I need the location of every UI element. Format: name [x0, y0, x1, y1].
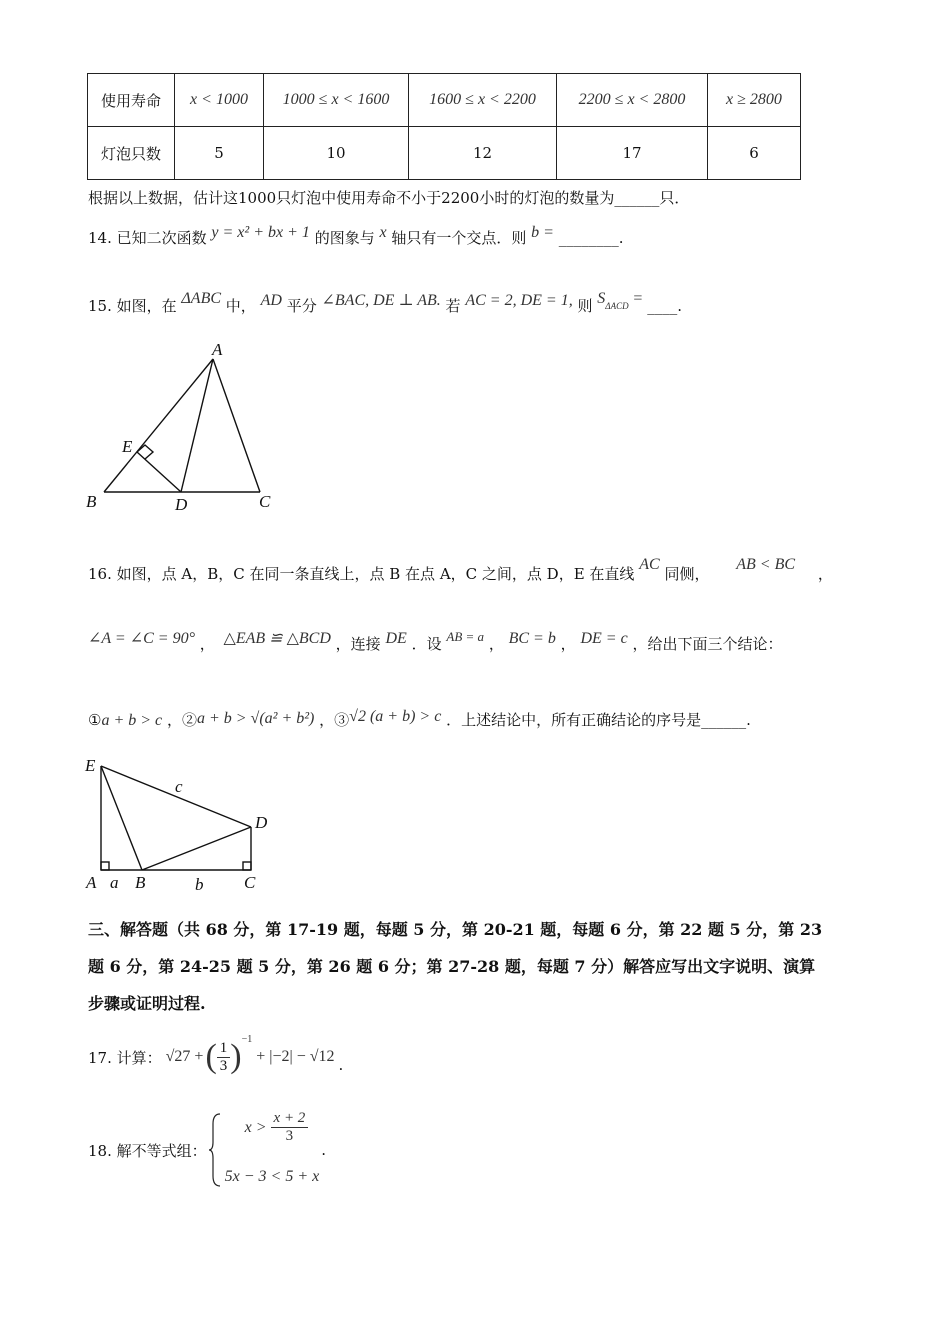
q18-label: 18. 解不等式组： [88, 1141, 207, 1160]
label-e: E [85, 756, 96, 775]
q14-b-eq: b = [531, 224, 554, 241]
label-seg-c: c [175, 777, 183, 796]
q18-numerator: x + 2 [271, 1110, 309, 1128]
segment-ac [213, 359, 260, 492]
label-c: C [259, 492, 271, 511]
segment-de [137, 452, 181, 492]
q18-fraction [271, 1110, 309, 1145]
q14-suffix: 轴只有一个交点．则 [391, 229, 527, 247]
q14-answer-blank[interactable]: ________. [558, 229, 624, 247]
question-14 [88, 224, 624, 248]
q14-formula: y = x² + bx + 1 [211, 224, 310, 241]
lifespan-table [87, 73, 801, 180]
right-angle-mark-c [243, 862, 251, 870]
segment-bd [142, 827, 251, 870]
q16-ab-a: AB = a [446, 629, 485, 644]
q13-conclusion: 根据以上数据，估计这1000只灯泡中使用寿命不小于2200小时的灯泡的数量为______只． [88, 189, 690, 207]
label-b: B [86, 492, 97, 511]
table-cell: 17 [557, 127, 708, 180]
q16-comma: ， [817, 565, 833, 583]
q16-c3-mark: ，③ [319, 711, 350, 729]
q15-t3: 若 [445, 297, 461, 315]
q14-prefix: 14. 已知二次函数 [88, 229, 207, 247]
q15-triangle: ΔABC [181, 290, 222, 307]
label-e: E [122, 437, 133, 456]
q15-answer-blank[interactable]: ____. [647, 297, 682, 315]
label-c: C [244, 873, 256, 892]
q15-values: AC = 2, DE = 1, [465, 292, 573, 309]
q16-c1-mark: ① [88, 711, 102, 729]
table-cell: 5 [175, 127, 264, 180]
question-18 [88, 1110, 326, 1190]
label-seg-a: a [110, 873, 119, 892]
label-a: A [212, 340, 223, 359]
q14-mid: 的图象与 [314, 229, 375, 247]
label-d: D [255, 813, 268, 832]
q16-comma2: ， [199, 635, 215, 653]
q16-conclusion-2: a + b > √(a² + b²) [196, 710, 315, 727]
q16-tail: ，给出下面三个结论： [632, 635, 783, 653]
q18-ineq1-lhs: x > [244, 1118, 267, 1136]
q16-comma3: ， [488, 635, 504, 653]
q16-angle: ∠A = ∠C = 90° [88, 630, 195, 647]
q16-conclusion-1: a + b > c [101, 712, 163, 729]
table-cell: 10 [264, 127, 409, 180]
section-3-line3: 步骤或证明过程. [88, 994, 206, 1013]
label-a: A [86, 873, 97, 892]
q16-connect: ，连接 [335, 635, 381, 653]
segment-ed [101, 766, 251, 827]
table-row-label: 灯泡只数 [88, 127, 175, 180]
q17-right-paren: ) [230, 1038, 242, 1075]
q15-ad: AD [260, 292, 282, 309]
table-cell: x ≥ 2800 [708, 74, 801, 127]
q16-conclusion-3: √2 (a + b) > c [349, 708, 442, 725]
label-d: D [175, 495, 188, 514]
q15-t2: 平分 [286, 297, 317, 315]
q15-prefix: 15. 如图，在 [88, 297, 177, 315]
q17-label: 17. 计算： [88, 1048, 162, 1067]
question-16-line2 [88, 628, 782, 654]
q18-system [225, 1110, 320, 1190]
q18-ineq2: 5x − 3 < 5 + x [224, 1168, 320, 1185]
question-16-line1 [88, 556, 833, 584]
table-cell: 1600 ≤ x < 2200 [409, 74, 557, 127]
q18-inequality-2 [225, 1167, 320, 1186]
q15-t4: 则 [577, 297, 593, 315]
q17-fraction [217, 1040, 231, 1075]
q18-inequality-1 [245, 1110, 320, 1145]
figure-15 [80, 335, 290, 520]
q18-denominator: 3 [285, 1128, 294, 1144]
q17-left-paren: ( [205, 1038, 217, 1075]
q17-end: . [338, 1056, 344, 1074]
table-cell: 6 [708, 127, 801, 180]
q18-brace [207, 1110, 223, 1190]
q16-c2-mark: ，② [166, 711, 197, 729]
q16-set: ．设 [411, 635, 442, 653]
q16-bc-b: BC = b [508, 630, 556, 647]
right-angle-mark-a [101, 862, 109, 870]
right-angle-mark [137, 445, 153, 459]
q17-denominator: 3 [219, 1057, 228, 1074]
q17-part1: √27 + [165, 1048, 204, 1065]
q15-equals: = [633, 290, 643, 307]
q15-area-subscript: ΔACD [605, 301, 629, 311]
table-row [88, 74, 801, 127]
question-15 [88, 290, 682, 316]
label-b: B [135, 873, 146, 892]
table-cell: 2200 ≤ x < 2800 [557, 74, 708, 127]
question-17 [88, 1032, 343, 1082]
q16-side: 同侧， [664, 565, 710, 583]
q17-numerator: 1 [217, 1040, 231, 1058]
q15-condition: ∠BAC, DE ⊥ AB. [321, 292, 441, 309]
question-16-line3 [88, 708, 751, 730]
q16-ac: AC [639, 556, 660, 573]
table-cell: 12 [409, 127, 557, 180]
q16-comma4: ， [560, 635, 576, 653]
segment-eb [101, 766, 142, 870]
section-3-line2: 题 6 分，第 24-25 题 5 分，第 26 题 6 分；第 27-28 题，每题 7 分）解答应写出文字说明、演算 [88, 957, 816, 976]
table-cell: x < 1000 [175, 74, 264, 127]
section-3-line1: 三、解答题（共 68 分，第 17-19 题，每题 5 分，第 20-21 题，每题 6 分，第 22 题 5 分，第 23 [88, 920, 823, 939]
q16-congruence: △EAB ≌ △BCD [223, 630, 331, 647]
q18-end: . [321, 1141, 326, 1159]
table-row [88, 127, 801, 180]
q15-area-symbol: S [597, 290, 606, 307]
q16-de: DE [385, 630, 407, 647]
q16-de-c: DE = c [580, 630, 628, 647]
q16-ab-lt-bc: AB < BC [736, 556, 796, 573]
q17-exponent: −1 [241, 1034, 253, 1045]
q15-t1: 中， [225, 297, 256, 315]
figure-16 [80, 752, 290, 897]
label-seg-b: b [195, 875, 204, 894]
q14-x: x [379, 224, 387, 241]
table-row-label: 使用寿命 [88, 74, 175, 127]
q16-text1: 16. 如图，点 A，B，C 在同一条直线上，点 B 在点 A，C 之间，点 D，E 在直线 [88, 565, 635, 583]
q16-end[interactable]: ．上述结论中，所有正确结论的序号是______. [446, 711, 751, 729]
q17-part2: + |−2| − √12 [256, 1048, 335, 1065]
table-cell: 1000 ≤ x < 1600 [264, 74, 409, 127]
